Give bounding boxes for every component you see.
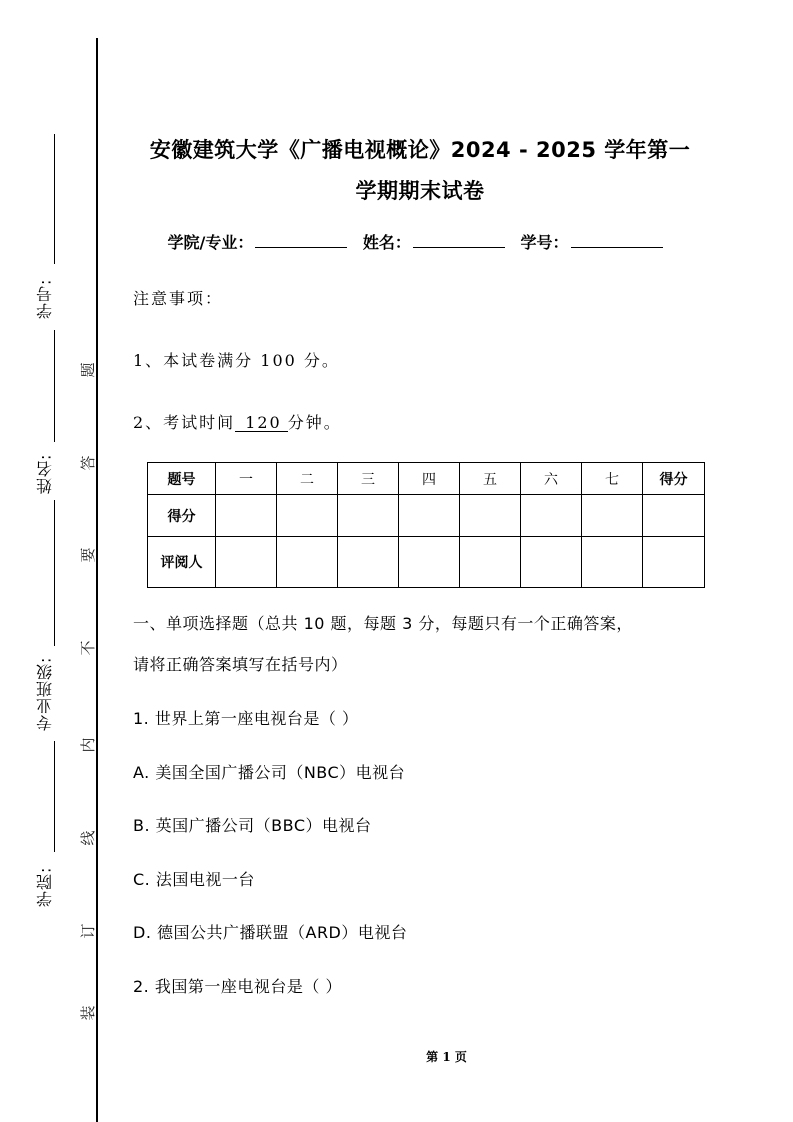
section1-heading-line1: 一、单项选择题（总共 10 题，每题 3 分，每题只有一个正确答案， — [133, 614, 633, 633]
score-cell[interactable] — [216, 495, 277, 537]
question-1-option-a: A. 美国全国广播公司（NBC）电视台 — [133, 763, 406, 782]
college-major-blank[interactable] — [255, 233, 347, 248]
margin-college-label: 学院: — [35, 866, 55, 908]
grader-cell[interactable] — [643, 537, 705, 588]
margin-student-id-label: 学号: — [35, 278, 55, 320]
header-cell: 六 — [521, 463, 582, 495]
name-label: 姓名： — [362, 233, 411, 252]
note-item-2 — [133, 410, 342, 433]
question-1-option-b: B. 英国广播公司（BBC）电视台 — [133, 816, 372, 835]
seal-char: 装 — [79, 1005, 97, 1021]
seal-char: 内 — [79, 737, 97, 753]
seal-char: 线 — [79, 830, 97, 846]
grader-cell[interactable] — [399, 537, 460, 588]
score-cell[interactable] — [277, 495, 338, 537]
note-item-2-suffix: 分钟。 — [287, 413, 342, 432]
exam-title-line2: 学期期末试卷 — [355, 179, 485, 203]
name-blank[interactable] — [413, 233, 505, 248]
seal-char: 要 — [79, 547, 97, 563]
score-cell[interactable] — [338, 495, 399, 537]
question-1-option-d: D. 德国公共广播联盟（ARD）电视台 — [133, 923, 408, 942]
row-label: 得分 — [148, 495, 216, 537]
name-fill-line — [54, 330, 55, 442]
seal-char: 不 — [79, 640, 97, 656]
row-label: 评阅人 — [148, 537, 216, 588]
margin-major-class-label: 专业班级: — [35, 656, 55, 732]
grader-cell[interactable] — [582, 537, 643, 588]
score-cell[interactable] — [521, 495, 582, 537]
header-cell: 七 — [582, 463, 643, 495]
header-cell: 二 — [277, 463, 338, 495]
score-cell[interactable] — [460, 495, 521, 537]
margin-name-label: 姓名: — [35, 453, 55, 495]
header-cell: 得分 — [643, 463, 705, 495]
exam-duration-value: 120 — [235, 414, 288, 432]
header-cell: 四 — [399, 463, 460, 495]
student-id-fill-line — [54, 134, 55, 264]
header-cell: 一 — [216, 463, 277, 495]
student-id-blank[interactable] — [571, 233, 663, 248]
student-id-label: 学号： — [520, 233, 569, 252]
table-row — [148, 495, 705, 537]
grader-cell[interactable] — [338, 537, 399, 588]
question-2-stem: 2. 我国第一座电视台是（ ） — [133, 977, 342, 996]
score-table — [147, 462, 705, 588]
question-1-stem: 1. 世界上第一座电视台是（ ） — [133, 709, 359, 728]
grader-cell[interactable] — [460, 537, 521, 588]
major-class-fill-line — [54, 500, 55, 646]
binding-line — [96, 38, 98, 1122]
notes-heading: 注意事项： — [133, 289, 224, 308]
seal-char: 题 — [79, 362, 97, 378]
header-cell: 三 — [338, 463, 399, 495]
note-item-1: 1、本试卷满分 100 分。 — [133, 351, 340, 370]
score-cell[interactable] — [399, 495, 460, 537]
question-1-option-c: C. 法国电视一台 — [133, 870, 255, 889]
grader-cell[interactable] — [277, 537, 338, 588]
seal-char: 答 — [79, 455, 97, 471]
note-item-2-prefix: 2、考试时间 — [133, 413, 236, 432]
score-cell[interactable] — [582, 495, 643, 537]
table-row — [148, 537, 705, 588]
score-table-header-row — [148, 463, 705, 495]
grader-cell[interactable] — [216, 537, 277, 588]
section1-heading-line2: 请将正确答案填写在括号内） — [133, 655, 348, 674]
header-cell: 五 — [460, 463, 521, 495]
grader-cell[interactable] — [521, 537, 582, 588]
college-fill-line — [54, 741, 55, 852]
seal-char: 订 — [79, 923, 97, 939]
college-major-label: 学院/专业： — [167, 233, 254, 252]
header-cell: 题号 — [148, 463, 216, 495]
page-number: 第 1 页 — [426, 1050, 467, 1064]
score-cell[interactable] — [643, 495, 705, 537]
student-info-line — [100, 230, 740, 253]
exam-title-line1: 安徽建筑大学《广播电视概论》2024 - 2025 学年第一 — [149, 138, 691, 162]
